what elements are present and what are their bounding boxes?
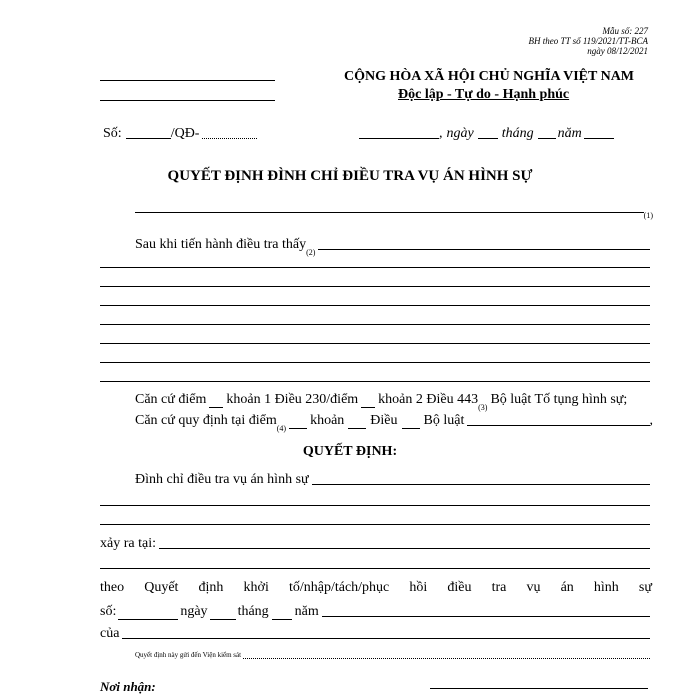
thang2-label: tháng	[237, 604, 269, 619]
can-cu-2-c: Điều	[370, 413, 398, 428]
case-line-1[interactable]	[100, 505, 650, 506]
sau-khi-text: Sau khi tiến hành điều tra thấy	[135, 237, 307, 252]
investigation-field[interactable]	[318, 249, 650, 250]
national-title: CỘNG HÒA XÃ HỘI CHỦ NGHĨA VIỆT NAM	[344, 69, 635, 84]
can-cu-2-end: ,	[649, 413, 653, 428]
dieu-word: điều	[447, 580, 472, 595]
thang-label: tháng	[501, 126, 534, 141]
issuer-line: (1)	[135, 212, 653, 216]
khoan-field[interactable]	[348, 428, 366, 429]
suspend-row	[135, 472, 650, 488]
findings-line-7[interactable]	[100, 381, 650, 382]
procuracy-field[interactable]	[243, 658, 650, 659]
ngay2-label: ngày	[180, 604, 208, 619]
nam2-label: năm	[294, 604, 319, 619]
qd-label: /QĐ-	[170, 126, 200, 141]
bo-luat-field[interactable]	[467, 425, 649, 426]
to-nhap-word: tố/nhập/tách/phục	[288, 580, 390, 595]
form-number-line: Mẫu số: 227	[602, 26, 648, 36]
findings-line-6[interactable]	[100, 362, 650, 363]
so-field[interactable]	[126, 138, 171, 139]
hoi-word: hồi	[409, 580, 428, 595]
cua-label: của	[100, 626, 120, 641]
recipients-label: Nơi nhận:	[100, 679, 156, 694]
motto: Độc lập - Tự do - Hạnh phúc	[398, 87, 570, 102]
can-cu-2-b: khoản	[310, 413, 345, 428]
year-field[interactable]	[584, 138, 614, 139]
legal-basis-2: Căn cứ quy định tại điểm (4) khoản Điều Bộ luật ,	[135, 413, 653, 433]
location-row	[100, 536, 650, 552]
case-field[interactable]	[312, 484, 650, 485]
place-date-row	[359, 126, 629, 142]
form-number	[528, 26, 648, 56]
khoi-word: khởi	[243, 580, 269, 595]
issuer-of-field[interactable]	[122, 638, 650, 639]
findings-line-2[interactable]	[100, 286, 650, 287]
tra-word: tra	[491, 580, 507, 595]
su-word: sự	[638, 580, 652, 595]
diem-2-field[interactable]	[361, 407, 375, 408]
so-label: Số:	[103, 126, 122, 141]
form-circular-line: BH theo TT số 119/2021/TT-BCA	[528, 36, 648, 46]
theo-word: theo	[100, 580, 125, 595]
can-cu-2-d: Bộ luật	[423, 413, 465, 428]
xay-ra-text: xảy ra tại:	[100, 536, 156, 551]
dinh-chi-text: Đình chỉ điều tra vụ án hình sự	[135, 472, 309, 487]
vu-word: vụ	[526, 580, 541, 595]
year2-field[interactable]	[322, 616, 650, 617]
send-procuracy-row	[135, 651, 650, 660]
quyet-word: Quyết	[144, 580, 179, 595]
can-cu-1-a: Căn cứ điểm	[135, 392, 207, 407]
findings-line-4[interactable]	[100, 324, 650, 325]
hinh-word: hình	[593, 580, 619, 595]
legal-basis-1: Căn cứ điểm khoản 1 Điều 230/điểm khoản 2 Điều 443 (3) Bộ luật Tố tụng hình sự;	[135, 392, 628, 412]
issuer-of-row	[100, 626, 650, 642]
findings-line-1[interactable]	[100, 267, 650, 268]
diem-3-field[interactable]	[289, 428, 307, 429]
document-title: QUYẾT ĐỊNH ĐÌNH CHỈ ĐIỀU TRA VỤ ÁN HÌNH SỰ	[167, 168, 533, 184]
according-row	[100, 580, 652, 596]
form-date-line: ngày 08/12/2021	[587, 46, 648, 56]
location-line-2[interactable]	[100, 568, 650, 569]
findings-line-3[interactable]	[100, 305, 650, 306]
decision-number-row	[100, 604, 650, 620]
can-cu-1-c: khoản 2 Điều 443	[378, 392, 479, 407]
qd-field[interactable]	[202, 138, 257, 139]
ngay-label: ngày	[446, 126, 474, 141]
day-field[interactable]	[478, 138, 498, 139]
diem-1-field[interactable]	[209, 407, 223, 408]
dinh-word: định	[198, 580, 224, 595]
month-field[interactable]	[538, 138, 556, 139]
findings-line-5[interactable]	[100, 343, 650, 344]
day2-field[interactable]	[210, 619, 236, 620]
issuer-field[interactable]	[135, 212, 644, 213]
an-word: án	[560, 580, 574, 595]
signature-line[interactable]	[430, 688, 648, 689]
document-number-row	[103, 126, 283, 142]
date-sep: ,	[439, 126, 443, 141]
month2-field[interactable]	[272, 619, 292, 620]
dieu-field[interactable]	[402, 428, 420, 429]
can-cu-1-b: khoản 1 Điều 230/điểm	[226, 392, 359, 407]
so2-field[interactable]	[118, 619, 178, 620]
can-cu-2-a: Căn cứ quy định tại điểm	[135, 413, 277, 428]
nam-label: năm	[557, 126, 582, 141]
location-field[interactable]	[159, 548, 650, 549]
agency-line-2	[100, 100, 275, 101]
decision-heading: QUYẾT ĐỊNH:	[302, 444, 398, 459]
investigation-row: Sau khi tiến hành điều tra thấy (2)	[135, 237, 650, 253]
case-line-2[interactable]	[100, 524, 650, 525]
send-procuracy-text: Quyết định này gửi đến Viện kiểm sát	[135, 651, 242, 659]
place-field[interactable]	[359, 138, 439, 139]
agency-line-1	[100, 80, 275, 81]
can-cu-1-d: Bộ luật Tố tụng hình sự;	[490, 392, 628, 407]
so2-label: số:	[100, 604, 117, 619]
